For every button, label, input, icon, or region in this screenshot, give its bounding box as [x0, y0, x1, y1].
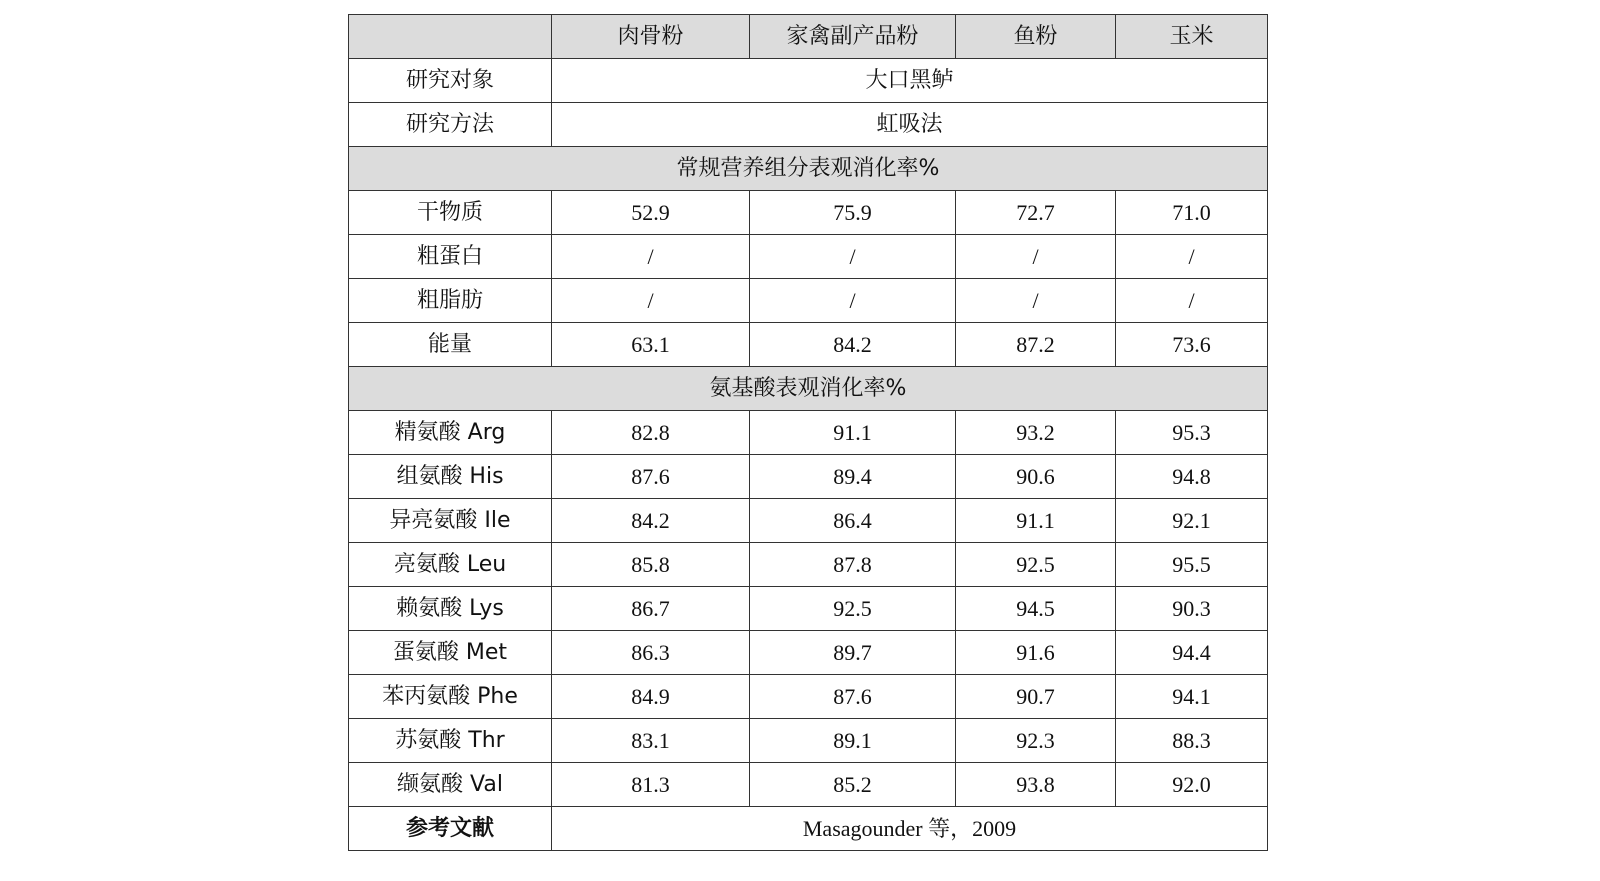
table-cell: 95.3 [1116, 411, 1268, 455]
table-cell: / [552, 279, 750, 323]
row-label: 组氨酸 His [349, 455, 552, 499]
section-title: 常规营养组分表观消化率% [349, 147, 1268, 191]
row-label: 缬氨酸 Val [349, 763, 552, 807]
table-cell: / [1116, 279, 1268, 323]
reference-value: Masagounder 等，2009 [552, 807, 1268, 851]
table-cell: 75.9 [750, 191, 956, 235]
table-row [349, 323, 1268, 367]
table-cell: 89.1 [750, 719, 956, 763]
digestibility-table [348, 14, 1268, 851]
table-cell: 94.5 [956, 587, 1116, 631]
table-cell: 94.1 [1116, 675, 1268, 719]
table-cell: 90.6 [956, 455, 1116, 499]
table-cell: 95.5 [1116, 543, 1268, 587]
table-cell: 92.5 [956, 543, 1116, 587]
row-label: 干物质 [349, 191, 552, 235]
table-cell: 86.3 [552, 631, 750, 675]
table-cell: 85.8 [552, 543, 750, 587]
column-header-corn: 玉米 [1116, 15, 1268, 59]
table-cell: 92.0 [1116, 763, 1268, 807]
table-cell: / [956, 235, 1116, 279]
table-cell: 81.3 [552, 763, 750, 807]
row-label: 亮氨酸 Leu [349, 543, 552, 587]
table-cell: 85.2 [750, 763, 956, 807]
subject-row [349, 59, 1268, 103]
table-cell: 90.7 [956, 675, 1116, 719]
table-cell: 92.1 [1116, 499, 1268, 543]
table-row [349, 411, 1268, 455]
table-cell: 90.3 [1116, 587, 1268, 631]
section-row-amino-acids [349, 367, 1268, 411]
table-cell: 89.4 [750, 455, 956, 499]
table-cell: 93.8 [956, 763, 1116, 807]
table-cell: 84.2 [750, 323, 956, 367]
table-row [349, 543, 1268, 587]
table-cell: / [750, 235, 956, 279]
table-cell: 84.2 [552, 499, 750, 543]
table-cell: 72.7 [956, 191, 1116, 235]
table-cell: 82.8 [552, 411, 750, 455]
table-cell: 73.6 [1116, 323, 1268, 367]
table-row [349, 631, 1268, 675]
table-cell: 89.7 [750, 631, 956, 675]
table-cell: 93.2 [956, 411, 1116, 455]
table-row [349, 763, 1268, 807]
row-label: 苯丙氨酸 Phe [349, 675, 552, 719]
table-cell: 86.4 [750, 499, 956, 543]
table-row [349, 235, 1268, 279]
table-cell: 87.2 [956, 323, 1116, 367]
row-label: 异亮氨酸 Ile [349, 499, 552, 543]
table-row [349, 675, 1268, 719]
row-label: 参考文献 [349, 807, 552, 851]
row-label: 粗蛋白 [349, 235, 552, 279]
table-cell: 88.3 [1116, 719, 1268, 763]
table-row [349, 279, 1268, 323]
table-cell: / [1116, 235, 1268, 279]
section-title: 氨基酸表观消化率% [349, 367, 1268, 411]
table-cell: 91.1 [956, 499, 1116, 543]
table-cell: 92.5 [750, 587, 956, 631]
table-cell: 86.7 [552, 587, 750, 631]
table-cell: 84.9 [552, 675, 750, 719]
table-row [349, 587, 1268, 631]
table-cell: 94.4 [1116, 631, 1268, 675]
column-header-poultry-byproduct-meal: 家禽副产品粉 [750, 15, 956, 59]
column-header-meat-bone-meal: 肉骨粉 [552, 15, 750, 59]
table-cell: / [750, 279, 956, 323]
table-cell: 91.1 [750, 411, 956, 455]
row-label: 粗脂肪 [349, 279, 552, 323]
table-cell: 92.3 [956, 719, 1116, 763]
method-value: 虹吸法 [552, 103, 1268, 147]
table-cell: 94.8 [1116, 455, 1268, 499]
row-label: 苏氨酸 Thr [349, 719, 552, 763]
row-label: 研究对象 [349, 59, 552, 103]
column-header-fish-meal: 鱼粉 [956, 15, 1116, 59]
row-label: 研究方法 [349, 103, 552, 147]
table-cell: 71.0 [1116, 191, 1268, 235]
row-label: 蛋氨酸 Met [349, 631, 552, 675]
subject-value: 大口黑鲈 [552, 59, 1268, 103]
method-row [349, 103, 1268, 147]
table-row [349, 455, 1268, 499]
table-row [349, 191, 1268, 235]
reference-row [349, 807, 1268, 851]
table-cell: 87.6 [750, 675, 956, 719]
table-row [349, 499, 1268, 543]
section-row-nutrients [349, 147, 1268, 191]
table-cell: / [956, 279, 1116, 323]
table-cell: 83.1 [552, 719, 750, 763]
table-cell: 52.9 [552, 191, 750, 235]
table-cell: 87.8 [750, 543, 956, 587]
row-label: 赖氨酸 Lys [349, 587, 552, 631]
table-cell: / [552, 235, 750, 279]
row-label: 能量 [349, 323, 552, 367]
table-cell: 87.6 [552, 455, 750, 499]
header-corner-cell [349, 15, 552, 59]
table-cell: 63.1 [552, 323, 750, 367]
table-cell: 91.6 [956, 631, 1116, 675]
table-row [349, 719, 1268, 763]
row-label: 精氨酸 Arg [349, 411, 552, 455]
header-row [349, 15, 1268, 59]
